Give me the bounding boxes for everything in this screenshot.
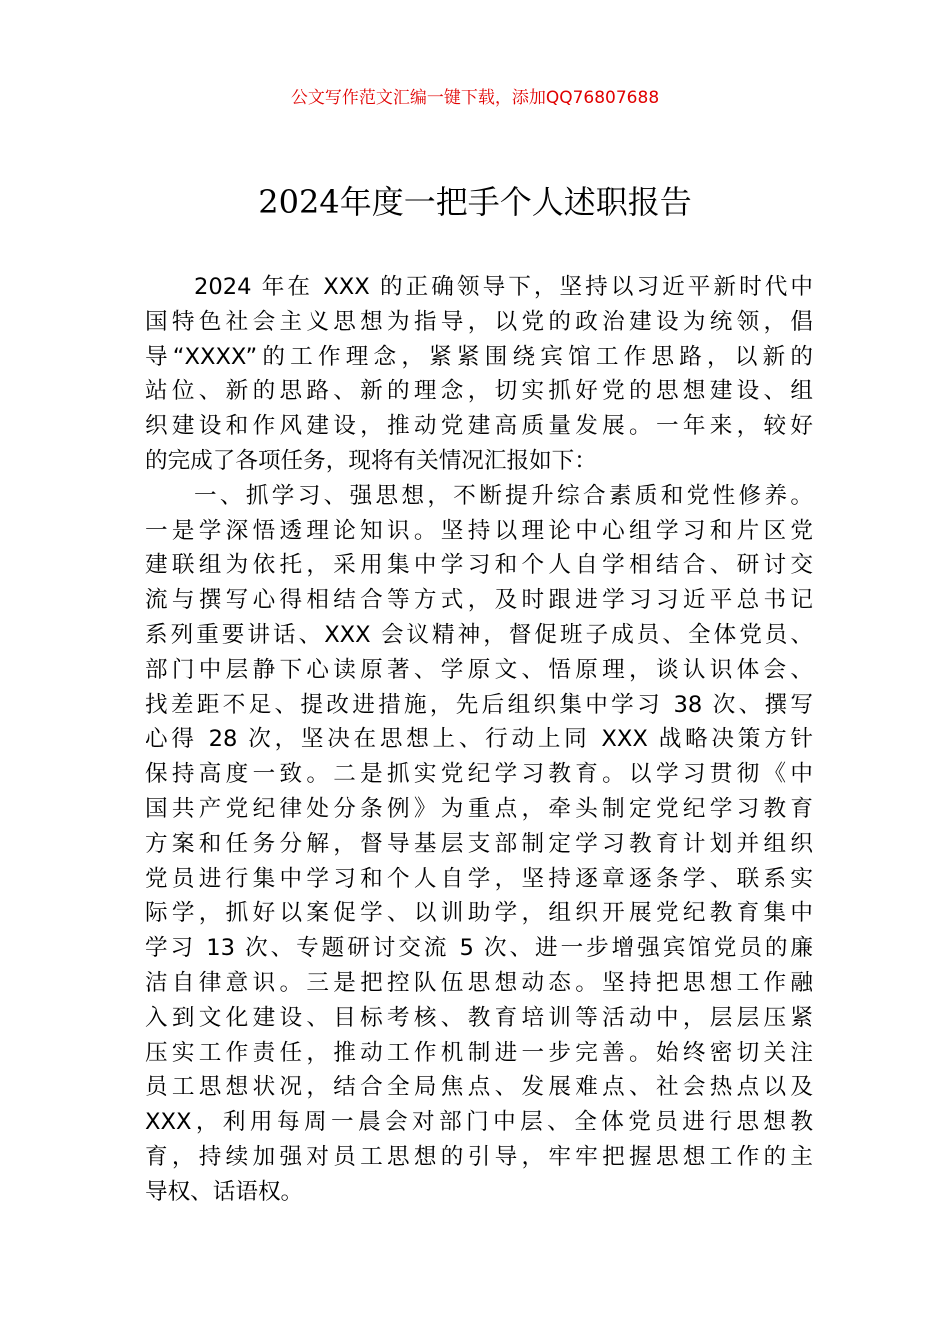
paragraph-2-line: 建联组为依托，采用集中学习和个人自学相结合、研讨交 xyxy=(145,552,813,579)
paragraph-1-line: 国特色社会主义思想为指导，以党的政治建设为统领，倡 xyxy=(145,308,813,335)
paragraph-2-line: 保持高度一致。二是抓实党纪学习教育。以学习贯彻《中 xyxy=(145,761,813,788)
paragraph-2-line: 员工思想状况，结合全局焦点、发展难点、社会热点以及 xyxy=(145,1074,813,1101)
section-1-heading-line: 一、抓学习、强思想，不断提升综合素质和党性修养。 xyxy=(194,482,813,509)
paragraph-2-line: 学习 13 次、专题研讨交流 5 次、进一步增强宾馆党员的廉 xyxy=(145,935,813,962)
paragraph-2-line: 入到文化建设、目标考核、教育培训等活动中，层层压紧 xyxy=(145,1004,813,1031)
paragraph-2-line: 育，持续加强对员工思想的引导，牢牢把握思想工作的主 xyxy=(145,1143,813,1170)
paragraph-2-line: 党员进行集中学习和个人自学，坚持逐章逐条学、联系实 xyxy=(145,865,813,892)
paragraph-1-line: 站位、新的思路、新的理念，切实抓好党的思想建设、组 xyxy=(145,378,813,405)
paragraph-2-line: 流与撰写心得相结合等方式，及时跟进学习习近平总书记 xyxy=(145,587,813,614)
paragraph-2-line: 一是学深悟透理论知识。坚持以理论中心组学习和片区党 xyxy=(145,517,813,544)
paragraph-2-line: 导权、话语权。 xyxy=(145,1178,304,1205)
paragraph-2-line: 国共产党纪律处分条例》为重点，牵头制定党纪学习教育 xyxy=(145,795,813,822)
paragraph-2-line: 洁自律意识。三是把控队伍思想动态。坚持把思想工作融 xyxy=(145,969,813,996)
paragraph-1-line: 织建设和作风建设，推动党建高质量发展。一年来，较好 xyxy=(145,413,813,440)
paragraph-2-line: 际学，抓好以案促学、以训助学，组织开展党纪教育集中 xyxy=(145,900,813,927)
paragraph-1-line: 的完成了各项任务，现将有关情况汇报如下： xyxy=(145,447,597,474)
paragraph-2-line: XXX，利用每周一晨会对部门中层、全体党员进行思想教 xyxy=(145,1109,813,1136)
paragraph-2-line: 方案和任务分解，督导基层支部制定学习教育计划并组织 xyxy=(145,830,813,857)
paragraph-1-line: 2024 年在 XXX 的正确领导下，坚持以习近平新时代中 xyxy=(194,274,813,300)
download-promo-note: 公文写作范文汇编一键下载，添加QQ76807688 xyxy=(290,88,660,108)
paragraph-2-line: 压实工作责任，推动工作机制进一步完善。始终密切关注 xyxy=(145,1039,813,1066)
report-body xyxy=(145,270,813,1210)
paragraph-2-line: 心得 28 次，坚决在思想上、行动上同 XXX 战略决策方针 xyxy=(145,726,813,753)
paragraph-2-line: 系列重要讲话、XXX 会议精神，督促班子成员、全体党员、 xyxy=(145,621,813,648)
paragraph-1-line: 导“XXXX”的工作理念，紧紧围绕宾馆工作思路，以新的 xyxy=(145,343,813,370)
paragraph-2-line: 部门中层静下心读原著、学原文、悟原理，谈认识体会、 xyxy=(145,656,813,683)
page-title: 2024年度一把手个人述职报告 xyxy=(258,183,692,221)
paragraph-2-line: 找差距不足、提改进措施，先后组织集中学习 38 次、撰写 xyxy=(145,691,813,718)
